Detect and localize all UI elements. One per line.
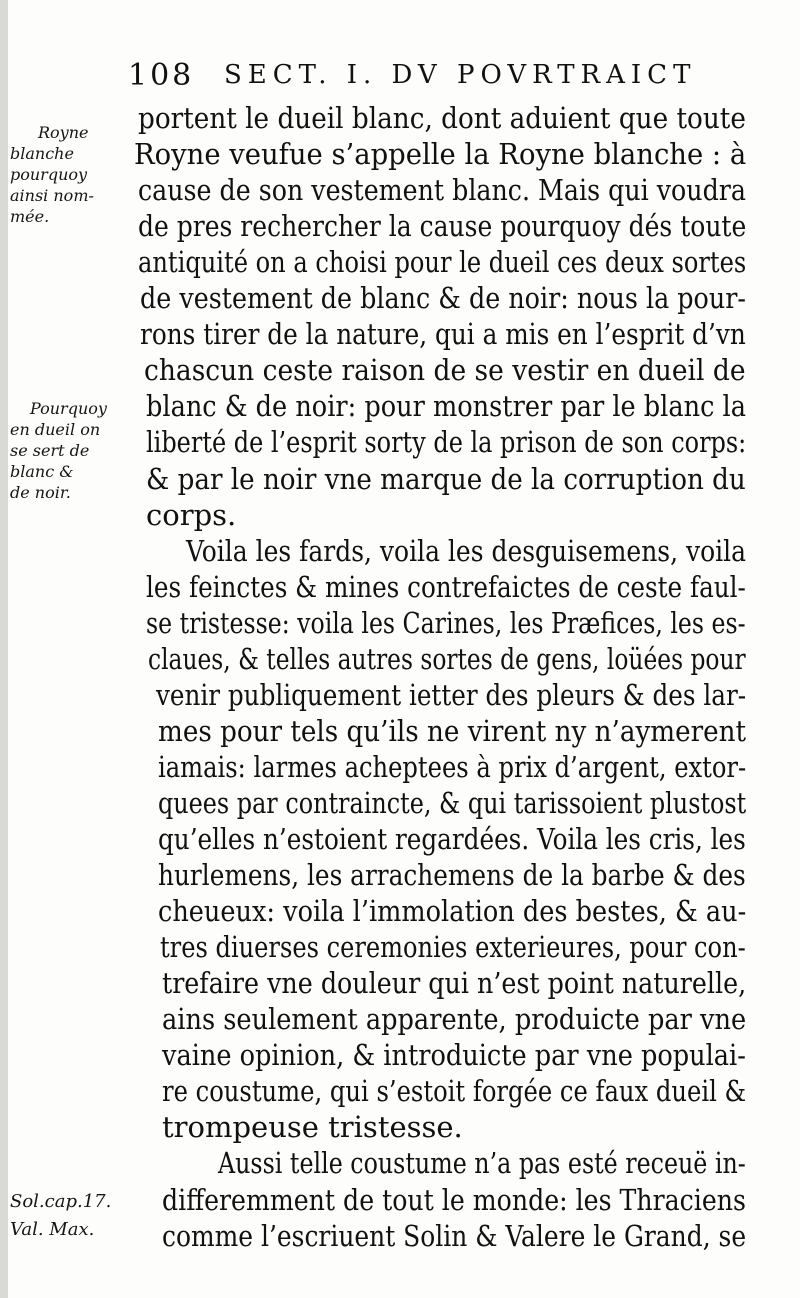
page-header — [128, 58, 748, 98]
text-line: Royne veufue s’appelle la Royne blanche : à — [134, 137, 747, 172]
text-line: & par le noir vne marque de la corruption du — [146, 461, 746, 496]
margin-note-dueil-blanc-noir — [10, 398, 128, 503]
text-line: vaine opinion, & introduicte par vne populai- — [162, 1038, 746, 1073]
margin-note-line: Val. Max. — [10, 1219, 95, 1240]
margin-note-citations — [10, 1188, 128, 1244]
text-line: Aussi telle coustume n’a pas esté receuë in- — [218, 1146, 746, 1181]
text-line: venir publiquement ietter des pleurs & des lar- — [156, 677, 747, 712]
text-line: claues, & telles autres sortes de gens, loüées pour — [148, 641, 746, 676]
page-number: 108 — [128, 58, 195, 93]
text-line: blanc & de noir: pour monstrer par le blanc la — [146, 389, 746, 424]
text-line: differemment de tout le monde: les Thraciens — [162, 1182, 746, 1217]
text-line: re coustume, qui s’estoit forgée ce faux dueil & — [162, 1074, 747, 1109]
text-line: cause de son vestement blanc. Mais qui voudra — [138, 173, 746, 208]
text-line: liberté de l’esprit sorty de la prison de son corps: — [146, 425, 747, 460]
text-line: portent le dueil blanc, dont aduient que toute — [138, 101, 746, 135]
text-line: comme l’escriuent Solin & Valere le Grand, se — [162, 1218, 747, 1253]
margin-note-line: pourquoy — [10, 165, 88, 184]
text-line: quees par contraincte, & qui tarissoient plustost — [158, 785, 747, 820]
margin-note-line: en dueil on — [10, 420, 101, 439]
margin-note-royne-blanche — [10, 122, 128, 227]
text-line: ains seulement apparente, produicte par vne — [162, 1002, 747, 1037]
text-line: cheueux: voila l’immolation des bestes, & au- — [158, 894, 747, 929]
text-line: iamais: larmes acheptees à prix d’argent, extor- — [158, 749, 747, 784]
margin-note-line: mée. — [10, 207, 50, 226]
margin-note-line: de noir. — [10, 483, 71, 502]
text-line: les feinctes & mines contrefaictes de ceste faul- — [146, 569, 746, 604]
text-line: se tristesse: voila les Carines, les Præfices, les es- — [146, 605, 746, 640]
text-line: Voila les fards, voila les desguisemens, voila — [186, 533, 747, 568]
margin-note-line: ainsi nom- — [10, 186, 94, 205]
text-line: antiquité on a choisi pour le dueil ces deux sortes — [138, 245, 747, 280]
text-line: mes pour tels qu’ils ne virent ny n’aymerent — [158, 713, 746, 748]
text-line: qu’elles n’estoient regardées. Voila les cris, les — [158, 822, 746, 856]
margin-note-line: Sol.cap.17. — [10, 1191, 112, 1212]
margin-note-line: blanc & — [10, 462, 74, 481]
text-line: hurlemens, les arrachemens de la barbe & des — [158, 858, 746, 893]
text-line: de vestement de blanc & de noir: nous la pour- — [140, 281, 746, 316]
text-line: de pres rechercher la cause pourquoy dés toute — [138, 209, 747, 244]
text-line: tres diuerses ceremonies exterieures, pour con- — [160, 930, 746, 965]
margin-note-line: Pourquoy — [30, 399, 107, 418]
text-line: chascun ceste raison de se vestir en dueil de — [144, 353, 746, 388]
text-line: rons tirer de la nature, qui a mis en l’esprit d’vn — [140, 317, 746, 352]
margin-note-line: se sert de — [10, 441, 90, 460]
text-line: trompeuse tristesse. — [162, 1110, 463, 1145]
text-line: trefaire vne douleur qui n’est point naturelle, — [162, 966, 747, 1001]
page-gutter — [0, 0, 8, 1298]
running-head: SECT. I. DV POVRTRAICT — [224, 60, 697, 90]
text-line: corps. — [146, 497, 237, 532]
margin-note-line: blanche — [10, 144, 74, 163]
margin-note-line: Royne — [38, 123, 89, 142]
